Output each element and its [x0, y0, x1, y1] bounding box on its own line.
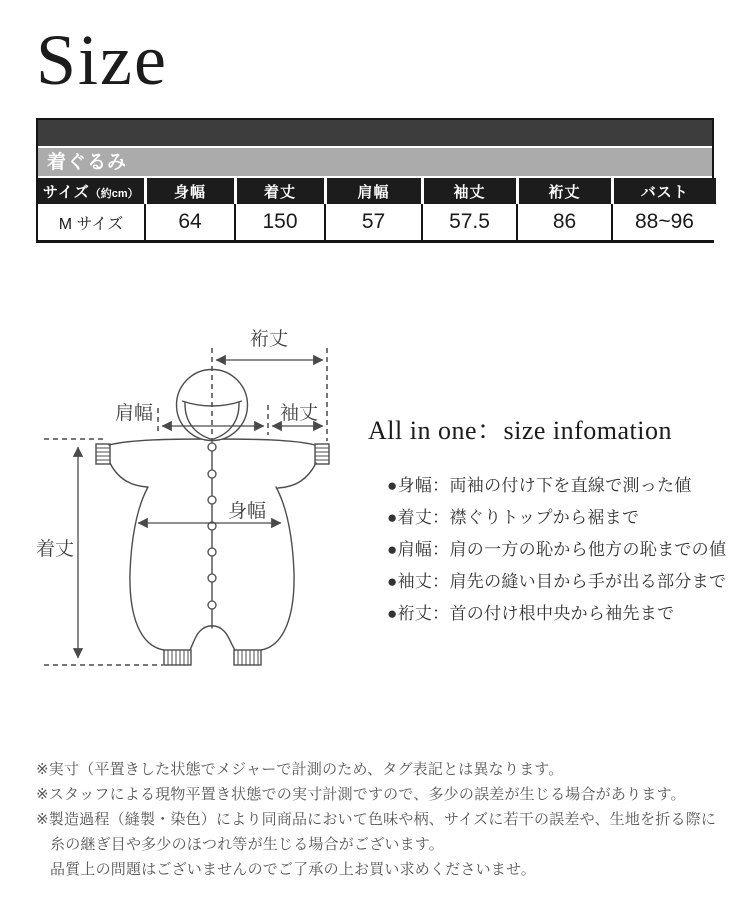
col-header-sodetake: 袖丈	[422, 178, 517, 204]
category-label: 着ぐるみ	[47, 152, 128, 173]
note-line: ※製造過程（縫製・染色）により同商品において色味や柄、サイズに若干の誤差や、生地を折る際に	[36, 811, 717, 828]
table-top-band	[38, 120, 712, 146]
col-header-yukitake: 裄丈	[517, 178, 612, 204]
right-leg-cuff	[234, 650, 261, 665]
measure-definition: ●身幅：両袖の付け下を直線で測った値	[387, 476, 692, 495]
sodetake-label: 袖丈	[279, 403, 319, 424]
cell-size-name: M サイズ	[38, 204, 145, 240]
cell-bust: 88~96	[612, 204, 716, 240]
info-title: All in one：size infomation	[368, 416, 673, 445]
disclaimer-notes	[36, 757, 716, 882]
page-title: Size	[36, 20, 168, 100]
mihaba-label: 身幅	[227, 501, 267, 522]
size-table	[36, 118, 714, 243]
yukitake-label: 裄丈	[249, 329, 289, 350]
col-header-size-unit: （約cm）	[89, 187, 139, 200]
cell-sodetake: 57.5	[422, 204, 517, 240]
left-leg-cuff	[164, 650, 191, 665]
cell-yukitake: 86	[517, 204, 612, 240]
col-header-katahaba: 肩幅	[325, 178, 422, 204]
col-header-mihaba: 身幅	[145, 178, 235, 204]
category-band	[38, 146, 712, 178]
measurements-table	[38, 178, 716, 240]
note-line: 品質上の問題はございませんのでご了承の上お買い求めくださいませ。	[50, 861, 536, 878]
col-header-size	[38, 178, 145, 204]
measure-definition: ●肩幅：肩の一方の恥から他方の恥までの値	[387, 540, 727, 559]
col-header-size-label: サイズ	[42, 183, 90, 201]
note-line: ※スタッフによる現物平置き状態での実寸計測ですので、多少の誤差が生じる場合があります。	[36, 786, 686, 803]
left-sleeve-cuff	[96, 444, 110, 464]
col-header-kitake: 着丈	[235, 178, 325, 204]
cell-mihaba: 64	[145, 204, 235, 240]
measure-definitions	[387, 470, 726, 630]
col-header-bust: バスト	[612, 178, 716, 204]
katahaba-label: 肩幅	[114, 403, 154, 424]
right-sleeve-cuff	[315, 444, 329, 464]
kitake-label: 着丈	[35, 539, 75, 560]
table-header-row	[38, 178, 716, 204]
note-line: 糸の継ぎ目や多少のほつれ等が生じる場合がございます。	[50, 836, 445, 853]
measure-definition: ●袖丈：肩先の縫い目から手が出る部分まで	[387, 572, 727, 591]
size-diagram	[30, 318, 342, 680]
table-row	[38, 204, 716, 240]
note-line: ※実寸（平置きした状態でメジャーで計測のため、タグ表記とは異なります。	[36, 761, 564, 778]
cell-kitake: 150	[235, 204, 325, 240]
cell-katahaba: 57	[325, 204, 422, 240]
measure-definition: ●裄丈：首の付け根中央から袖先まで	[387, 604, 675, 623]
measure-definition: ●着丈：襟ぐりトップから裾まで	[387, 508, 640, 527]
